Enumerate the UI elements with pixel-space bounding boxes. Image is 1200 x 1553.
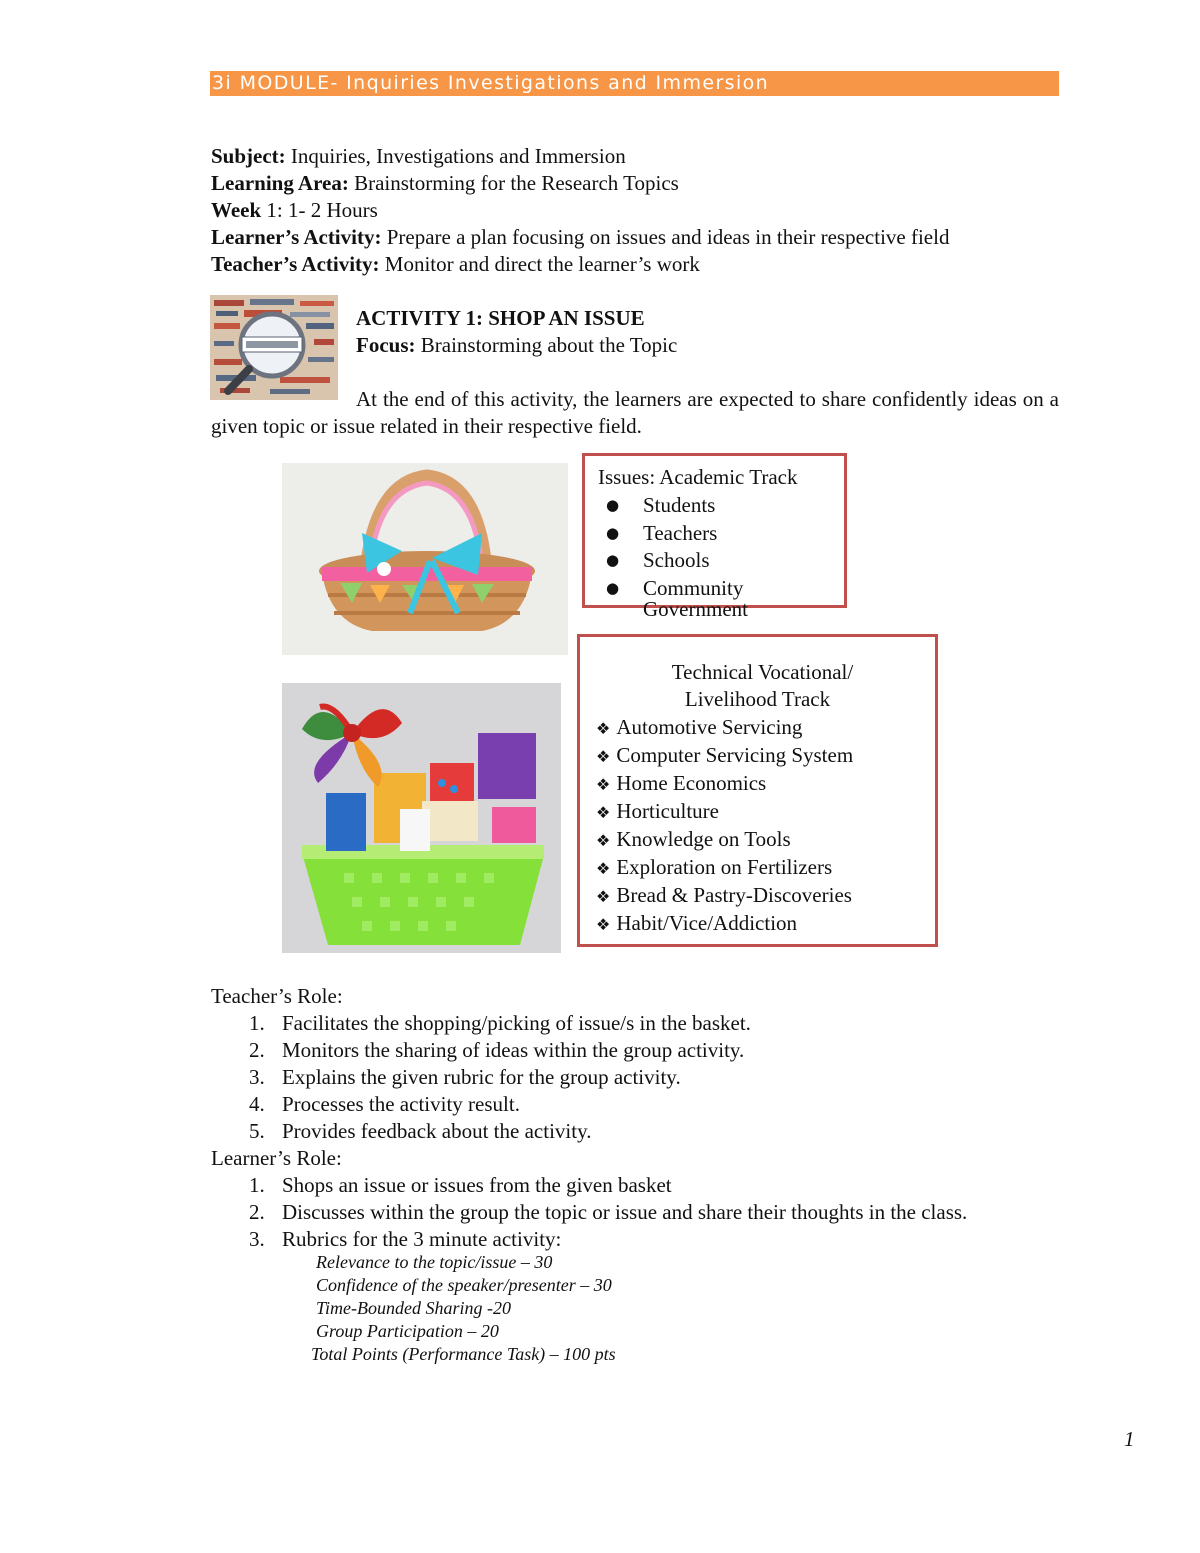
list-item: ● Students: [598, 492, 743, 520]
activity-focus: Focus: Brainstorming about the Topic: [356, 333, 678, 357]
list-item: ● Schools: [598, 547, 743, 575]
list-item: ❖ Exploration on Fertilizers: [596, 855, 833, 879]
diamond-bullet-icon: ❖: [596, 831, 611, 850]
tech-track-title-line2: Livelihood Track: [684, 687, 831, 711]
diamond-bullet-icon: ❖: [596, 719, 611, 738]
academic-track-title: Issues: Academic Track: [598, 465, 798, 489]
list-item: 3. Rubrics for the 3 minute activity:: [249, 1227, 562, 1251]
list-item: 1. Shops an issue or issues from the given basket: [249, 1173, 672, 1197]
teacher-role-list: [211, 1010, 967, 1145]
tech-voc-track-issues-box: [577, 634, 938, 947]
diamond-bullet-icon: ❖: [596, 803, 611, 822]
list-item: 1. Facilitates the shopping/picking of issue/s in the basket.: [249, 1011, 751, 1035]
list-item: ❖ Habit/Vice/Addiction: [596, 911, 798, 935]
list-item: ❖ Knowledge on Tools: [596, 827, 791, 851]
tech-issue-list: [596, 714, 853, 938]
easter-basket-image: [282, 463, 568, 655]
academic-issue-list: [598, 492, 743, 602]
academic-track-issues-box: [582, 453, 847, 621]
research-magnifier-image: [210, 295, 338, 400]
tech-track-title-line1: Technical Vocational/: [671, 660, 854, 684]
rubric-item: Group Participation – 20: [316, 1321, 499, 1341]
page-number: 1: [1124, 1427, 1135, 1451]
learning-area-line: Learning Area: Brainstorming for the Research Topics: [211, 171, 679, 195]
learner-role-list: [211, 1172, 967, 1253]
rubric-item: Time-Bounded Sharing -20: [316, 1298, 511, 1318]
list-item: ❖ Automotive Servicing: [596, 715, 803, 739]
list-item: ❖ Home Economics: [596, 771, 767, 795]
diamond-bullet-icon: ❖: [596, 915, 611, 934]
list-item: ● Teachers: [598, 520, 743, 548]
list-item: 2. Discusses within the group the topic or issue and share their thoughts in the class.: [249, 1200, 968, 1224]
list-item: 3. Explains the given rubric for the group activity.: [249, 1065, 681, 1089]
activity-objective: At the end of this activity, the learners are expected to share confidently ideas on a given topic or issue related in their respective field.: [211, 387, 1059, 438]
school-supplies-basket-image: [282, 683, 561, 953]
list-item: 4. Processes the activity result.: [249, 1092, 520, 1116]
rubric-list: [311, 1251, 616, 1366]
learner-activity-line: Learner’s Activity: Prepare a plan focusing on issues and ideas in their respective field: [211, 225, 950, 249]
list-item: ❖ Horticulture: [596, 799, 719, 823]
diamond-bullet-icon: ❖: [596, 859, 611, 878]
lesson-meta: [211, 143, 949, 278]
roles-section: [211, 983, 967, 1253]
diamond-bullet-icon: ❖: [596, 747, 611, 766]
list-item: ❖ Bread & Pastry-Discoveries: [596, 883, 852, 907]
list-item: 5. Provides feedback about the activity.: [249, 1119, 592, 1143]
list-item: ● Community: [598, 575, 743, 603]
learner-role-heading: Learner’s Role:: [211, 1146, 342, 1170]
diamond-bullet-icon: ❖: [596, 887, 611, 906]
teacher-role-heading: Teacher’s Role:: [211, 984, 343, 1008]
rubric-item: Relevance to the topic/issue – 30: [316, 1252, 553, 1272]
activity-title: ACTIVITY 1: SHOP AN ISSUE: [356, 306, 645, 330]
list-item: ❖ Computer Servicing System: [596, 743, 854, 767]
subject-line: Subject: Inquiries, Investigations and Immersion: [211, 144, 626, 168]
module-title: 3i MODULE- Inquiries Investigations and Immersion: [212, 72, 770, 94]
rubric-total: Total Points (Performance Task) – 100 pts: [311, 1344, 616, 1364]
academic-clipped-item: Government: [643, 597, 748, 621]
list-item: 2. Monitors the sharing of ideas within the group activity.: [249, 1038, 745, 1062]
rubric-item: Confidence of the speaker/presenter – 30: [316, 1275, 612, 1295]
diamond-bullet-icon: ❖: [596, 775, 611, 794]
teacher-activity-line: Teacher’s Activity: Monitor and direct the learner’s work: [211, 252, 700, 276]
week-line: Week 1: 1- 2 Hours: [211, 198, 378, 222]
